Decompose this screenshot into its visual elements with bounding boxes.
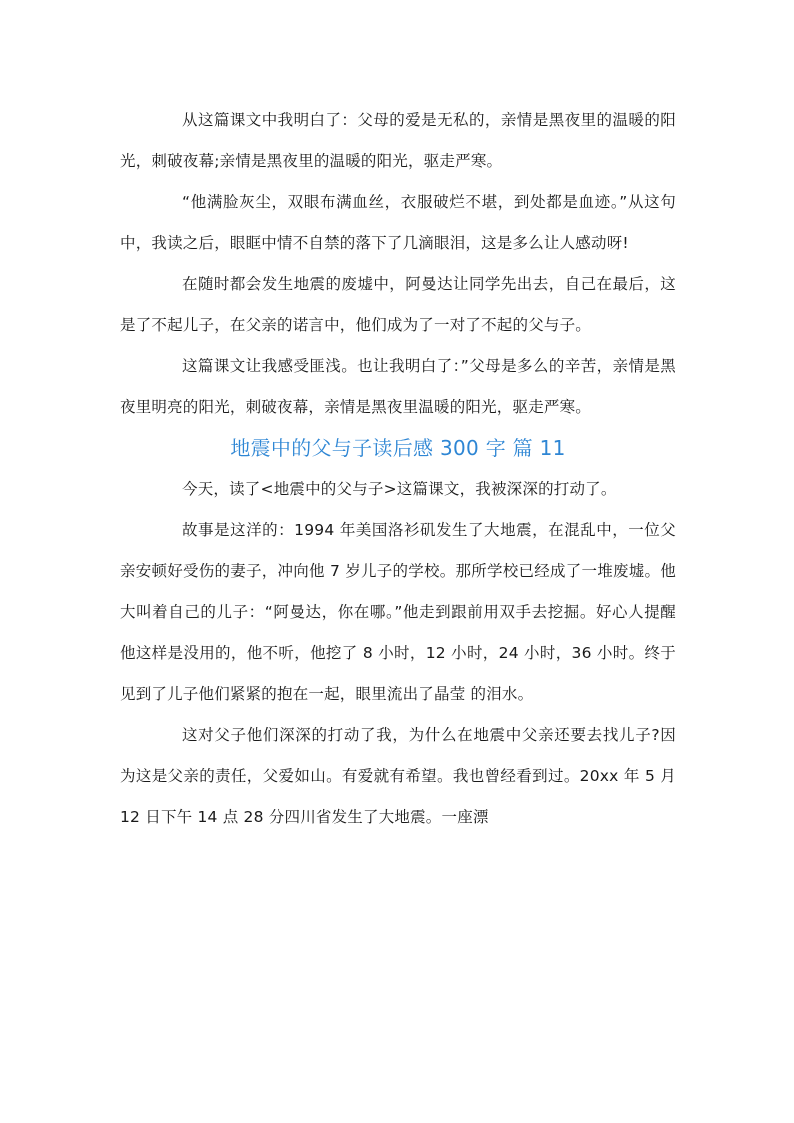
paragraph-quote: “他满脸灰尘，双眼布满血丝，衣服破烂不堪，到处都是血迹。”从这句中，我读之后，眼眶中情不自禁的落下了几滴眼泪，这是多么让人感动呀! <box>120 193 676 252</box>
paragraph-intro: 今天，读了<地震中的父与子>这篇课文，我被深深的打动了。 <box>182 480 617 498</box>
paragraph-amanda: 在随时都会发生地震的废墟中，阿曼达让同学先出去，自己在最后，这是了不起儿子，在父亲的诺言中，他们成为了一对了不起的父与子。 <box>120 275 676 334</box>
paragraph-reflection: 这对父子他们深深的打动了我，为什么在地震中父亲还要去找儿子?因为这是父亲的责任，父爱如山。有爱就有希望。我也曾经看到过。20xx 年 5 月 12 日下午 14 点 28 分四川省发生了大地震。一座漂 <box>120 726 676 826</box>
section-title: 地震中的父与子读后感 300 字 篇 11 <box>230 436 566 460</box>
paragraph-conclusion: 从这篇课文中我明白了：父母的爱是无私的，亲情是黑夜里的温暖的阳光，刺破夜幕;亲情是黑夜里的温暖的阳光，驱走严寒。 <box>120 111 676 170</box>
paragraph-story: 故事是这洋的：1994 年美国洛衫矶发生了大地震，在混乱中，一位父亲安顿好受伤的妻子，冲向他 7 岁儿子的学校。那所学校已经成了一堆废墟。他大叫着自己的儿子：“阿曼达，你在哪。”他走到跟前用双手去挖掘。好心人提醒他这样是没用的，他不听，他挖了 8 小时，12 小时，24 小时，36 小时。终于见到了儿子他们紧紧的抱在一起，眼里流出了晶莹 的泪水。 <box>120 521 676 703</box>
document-body <box>120 100 676 838</box>
paragraph-lesson: 这篇课文让我感受匪浅。也让我明白了：”父母是多么的辛苦，亲情是黑夜里明亮的阳光，刺破夜幕，亲情是黑夜里温暖的阳光，驱走严寒。 <box>120 357 676 416</box>
